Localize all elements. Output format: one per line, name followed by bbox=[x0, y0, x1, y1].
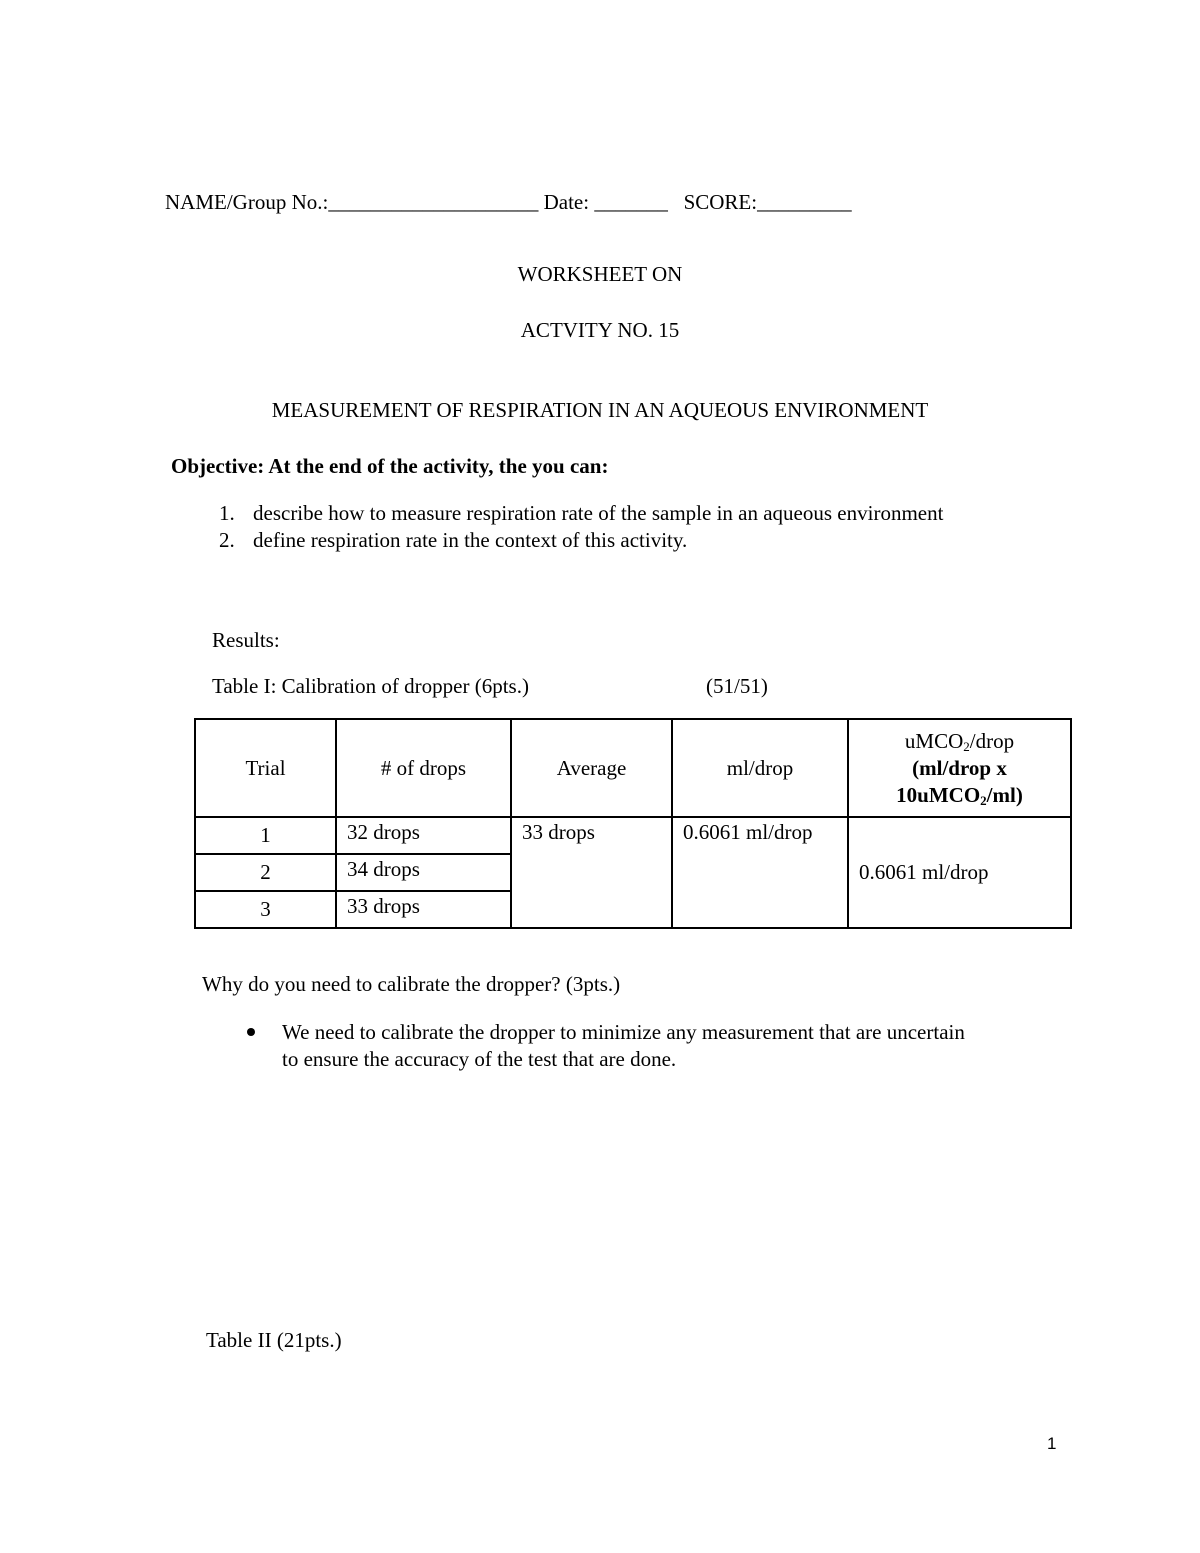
drops-cell: 34 drops bbox=[336, 854, 511, 891]
page-number: 1 bbox=[1047, 1434, 1057, 1453]
table-row bbox=[195, 817, 1071, 854]
objective-item-text: describe how to measure respiration rate of the sample in an aqueous environment bbox=[253, 501, 944, 525]
average-cell: 33 drops bbox=[511, 817, 672, 928]
header-umco2-drop bbox=[848, 719, 1071, 817]
formula-suffix: /ml) bbox=[986, 782, 1023, 807]
objective-heading: Objective: At the end of the activity, the you can: bbox=[171, 454, 609, 478]
header-ml-drop: ml/drop bbox=[672, 719, 848, 817]
trial-cell: 2 bbox=[195, 854, 336, 891]
activity-number: ACTVITY NO. 15 bbox=[520, 318, 680, 342]
header-trial: Trial bbox=[195, 719, 336, 817]
header-average: Average bbox=[511, 719, 672, 817]
drops-cell: 32 drops bbox=[336, 817, 511, 854]
table1-score: (51/51) bbox=[706, 674, 768, 698]
objective-item-1 bbox=[219, 501, 944, 526]
table1-caption: Table I: Calibration of dropper (6pts.) bbox=[212, 674, 529, 698]
bullet-icon bbox=[247, 1028, 255, 1036]
worksheet-title: WORKSHEET ON bbox=[517, 262, 683, 286]
answer-line-2: to ensure the accuracy of the test that are done. bbox=[282, 1047, 677, 1071]
calibration-question: Why do you need to calibrate the dropper? (3pts.) bbox=[202, 972, 621, 996]
table2-caption: Table II (21pts.) bbox=[206, 1328, 342, 1352]
ml-drop-cell: 0.6061 ml/drop bbox=[672, 817, 848, 928]
score-blank: _________ bbox=[757, 190, 852, 214]
trial-cell: 1 bbox=[195, 817, 336, 854]
date-blank: _______ bbox=[594, 190, 668, 214]
score-label: SCORE: bbox=[683, 190, 758, 214]
formula-subscript: 2 bbox=[980, 792, 987, 808]
calibration-table bbox=[194, 718, 1072, 929]
formula-text: 10uMCO bbox=[896, 782, 981, 807]
umco2-subscript: 2 bbox=[963, 738, 970, 754]
name-label: NAME/Group No.: bbox=[165, 190, 329, 214]
date-label: Date: bbox=[543, 190, 590, 214]
trial-cell: 3 bbox=[195, 891, 336, 928]
header-drops: # of drops bbox=[336, 719, 511, 817]
umco2-drop-cell: 0.6061 ml/drop bbox=[848, 817, 1071, 928]
name-blank: ____________________ bbox=[328, 190, 539, 214]
objective-item-text: define respiration rate in the context of this activity. bbox=[253, 528, 688, 552]
drops-cell: 33 drops bbox=[336, 891, 511, 928]
formula-line-1: (ml/drop x bbox=[912, 755, 1007, 780]
activity-title: MEASUREMENT OF RESPIRATION IN AN AQUEOUS ENVIRONMENT bbox=[271, 398, 929, 422]
umco2-text: uMCO bbox=[904, 728, 964, 753]
answer-line-1: We need to calibrate the dropper to minimize any measurement that are uncertain bbox=[282, 1020, 965, 1044]
objective-item-number: 1. bbox=[219, 501, 235, 525]
header-line bbox=[165, 190, 852, 215]
umco2-suffix: /drop bbox=[969, 728, 1015, 753]
objective-item-2 bbox=[219, 528, 688, 553]
table-header-row bbox=[195, 719, 1071, 817]
results-label: Results: bbox=[212, 628, 280, 652]
objective-item-number: 2. bbox=[219, 528, 235, 552]
